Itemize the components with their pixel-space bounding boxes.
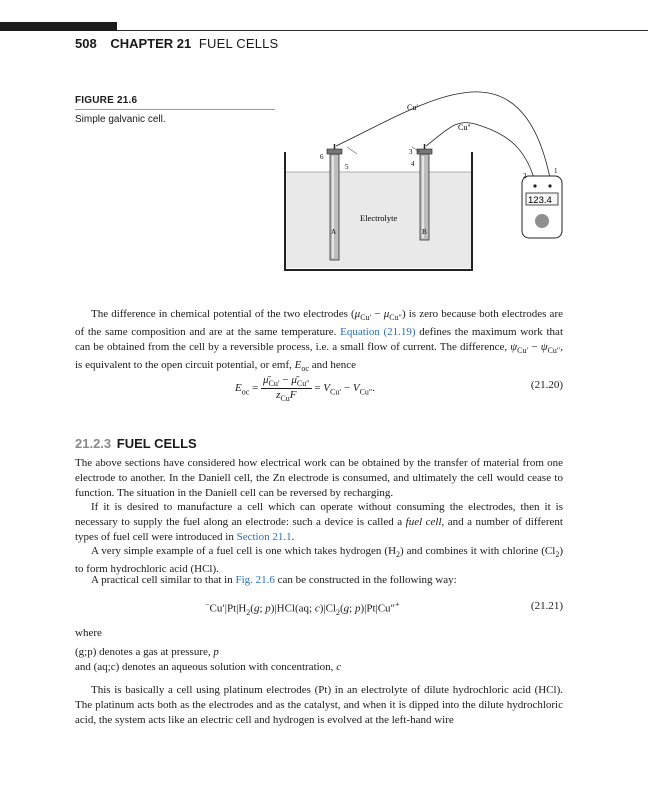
- page-number: 508: [75, 36, 97, 51]
- meter-terminal-1: [548, 184, 551, 187]
- label-4: 4: [411, 160, 415, 168]
- paragraph-daniell: The above sections have considered how electrical work can be obtained by the transfer of material from one electrode to another. In the Daniell cell, the Zn electrode is consumed, and ultimately the cell would cease to function. The situation in the Daniell cell can be reversed by recharging.: [75, 457, 563, 499]
- meter-knob: [535, 214, 549, 228]
- equation-link[interactable]: Equation (21.19): [340, 326, 416, 339]
- equation-21-21: $^-Cu'|Pt|H_2(g$; p)|HCl(aq; $c)|Cl_2(g$; p)|Pt|Cu″+ (21.21): [205, 600, 563, 617]
- paragraph-chemical-potential: The difference in chemical potential of the two electrodes $(\mu_{Cu'} - \mu_{Cu''})$ is zero because both electrodes are of the same composition and are at the same temperature. Equation (21.19) defines the maximum work that can be obtained from the cell by a reversible process, i.e. a small flow of current. The difference, $\psi_{Cu'} - \psi_{Cu''}$, is equivalent to the open circuit potential, or emf, $E_{oc}$ and hence: [75, 308, 563, 374]
- paragraph-platinum: This is basically a cell using platinum electrodes (Pt) in an electrolyte of dilute hydrochloric acid (HCl). The platinum acts both as the electrodes and as the catalyst, and when it is dipped into the dilute hydrochloric acid, the system acts like an electric cell and hydrogen is evolved at the left-hand wire: [75, 684, 563, 726]
- galvanic-cell-diagram: [270, 90, 570, 280]
- definition-aqueous: and (aq;c) denotes an aqueous solution with concentration, c: [75, 661, 342, 673]
- section-number: 21.2.3: [75, 436, 112, 451]
- section-link[interactable]: Section 21.1: [236, 531, 292, 543]
- label-6: 6: [320, 153, 324, 161]
- label-a: A: [331, 228, 337, 236]
- equation-21-20: $E_{oc}$ = $\frac{\mū_{Cu'} - \mū_{Cu''}}{z_{Cu}F}$ = $V_{Cu'} - V_{Cu''}$. (21.20): [235, 374, 563, 404]
- label-5: 5: [345, 163, 349, 171]
- label-cu-double: Cu": [458, 123, 471, 132]
- running-header: [75, 36, 278, 51]
- label-3: 3: [409, 148, 413, 156]
- equation-number-21-20: (21.20): [530, 379, 563, 391]
- label-1: 1: [554, 167, 558, 175]
- paragraph-hydrogen-chlorine: A very simple example of a fuel cell is one which takes hydrogen $(H_2)$ and combines it with chlorine $(Cl_2)$ to form hydrochloric acid (HCl).: [75, 545, 563, 576]
- figure-label-rule: [75, 109, 275, 110]
- header-bar: [0, 22, 117, 31]
- definition-gas-pressure: (g;p) denotes a gas at pressure, p: [75, 646, 219, 658]
- header-rule: [117, 30, 648, 31]
- chapter-title: FUEL CELLS: [198, 36, 279, 51]
- section-heading: [75, 436, 197, 451]
- label-b: B: [422, 228, 427, 236]
- voltmeter: [522, 176, 562, 238]
- wire-cu-double: [426, 123, 534, 178]
- wire-cu-prime: [336, 92, 550, 178]
- label-2: 2: [523, 172, 527, 180]
- paragraph-fuel-cell-definition: If it is desired to manufacture a cell which can operate without consuming the electrodes, then it is necessary to supply the fuel along an electrode: such a device is called a fuel cell, and a number of different types of fuel cell were introduced in Section 21.1.: [75, 501, 563, 543]
- label-electrolyte: Electrolyte: [360, 213, 398, 223]
- figure-caption: Simple galvanic cell.: [75, 114, 166, 125]
- figure-label: FIGURE 21.6: [75, 95, 138, 106]
- electrode-a: [330, 154, 339, 260]
- paragraph-practical-cell: A practical cell similar to that in Fig. 21.6 can be constructed in the following way:: [91, 574, 457, 586]
- wire-tick-a: [347, 147, 357, 154]
- equation-number-21-21: (21.21): [530, 600, 563, 612]
- section-title: FUEL CELLS: [116, 436, 197, 451]
- where-label: where: [75, 627, 102, 639]
- label-cu-prime: Cu': [407, 103, 418, 112]
- meter-reading: 123.4: [528, 195, 552, 206]
- chapter-label: CHAPTER 21: [110, 36, 192, 51]
- meter-terminal-2: [533, 184, 536, 187]
- figure-link[interactable]: Fig. 21.6: [235, 574, 275, 586]
- electrode-a-cap: [327, 149, 342, 154]
